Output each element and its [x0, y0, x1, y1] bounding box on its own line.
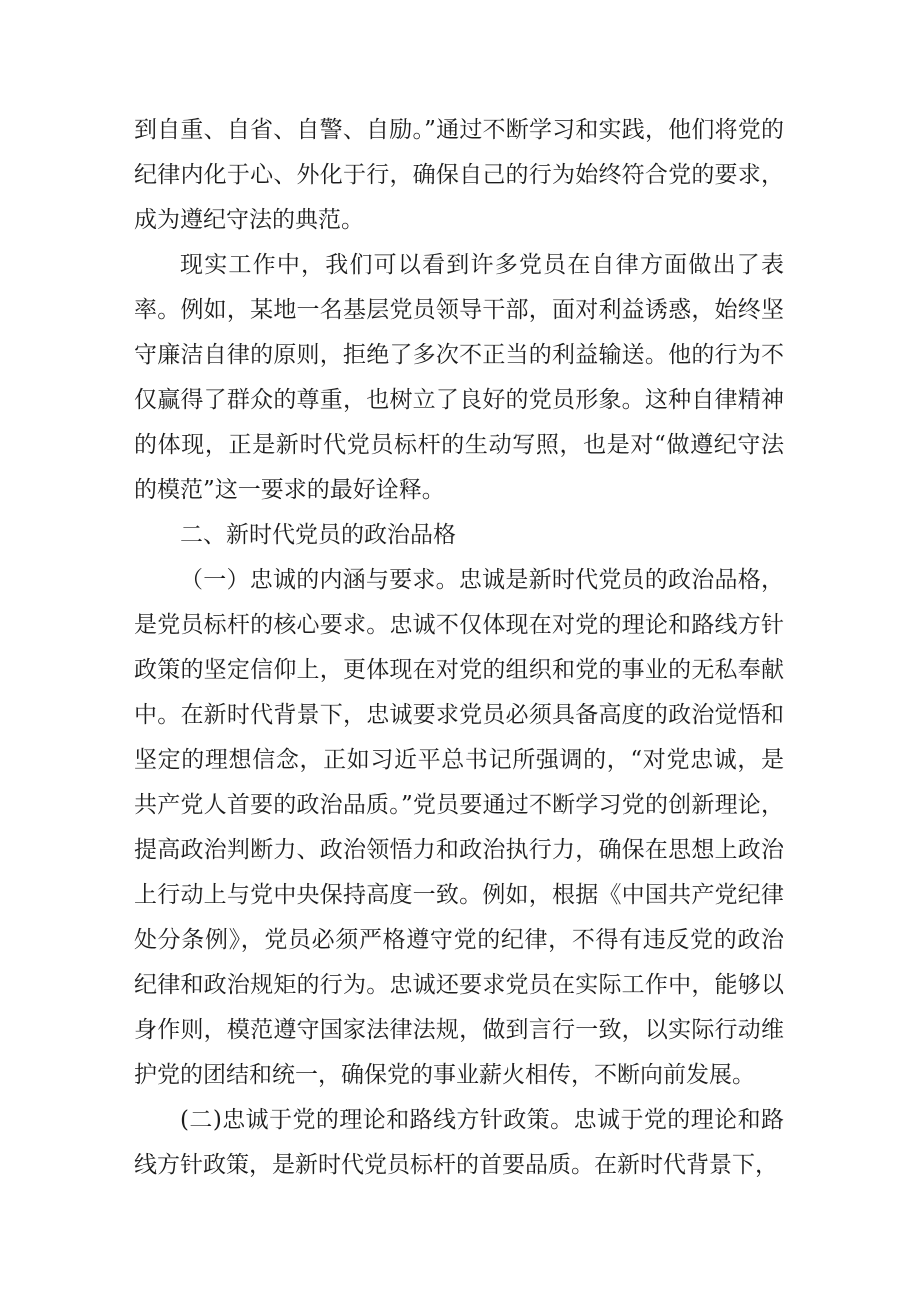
paragraph-continuation: 到自重、自省、自警、自励。”通过不断学习和实践，他们将党的纪律内化于心、外化于行，确保自己的行为始终符合党的要求，成为遵纪守法的典范。	[134, 117, 784, 233]
document-body	[134, 108, 784, 1188]
paragraph-loyalty-meaning: （一）忠诚的内涵与要求。忠诚是新时代党员的政治品格，是党员标杆的核心要求。忠诚不仅体现在对党的理论和路线方针政策的坚定信仰上，更体现在对党的组织和党的事业的无私奉献中。在新时代背景下，忠诚要求党员必须具备高度的政治觉悟和坚定的理想信念，正如习近平总书记所强调的，“对党忠诚，是共产党人首要的政治品质。”党员要通过不断学习党的创新理论，提高政治判断力、政治领悟力和政治执行力，确保在思想上政治上行动上与党中央保持高度一致。例如，根据《中国共产党纪律处分条例》，党员必须严格遵守党的纪律，不得有违反党的政治纪律和政治规矩的行为。忠诚还要求党员在实际工作中，能够以身作则，模范遵守国家法律法规，做到言行一致，以实际行动维护党的团结和统一，确保党的事业薪火相传，不断向前发展。	[134, 567, 784, 1088]
paragraph-self-discipline-example: 现实工作中，我们可以看到许多党员在自律方面做出了表率。例如，某地一名基层党员领导干部，面对利益诱惑，始终坚守廉洁自律的原则，拒绝了多次不正当的利益输送。他的行为不仅赢得了群众的尊重，也树立了良好的党员形象。这种自律精神的体现，正是新时代党员标杆的生动写照，也是对“做遵纪守法的模范”这一要求的最好诠释。	[134, 252, 784, 503]
paragraph-loyalty-theory: (二)忠诚于党的理论和路线方针政策。忠诚于党的理论和路线方针政策，是新时代党员标杆的首要品质。在新时代背景下，	[134, 1107, 784, 1178]
section-heading: 二、新时代党员的政治品格	[180, 522, 456, 548]
